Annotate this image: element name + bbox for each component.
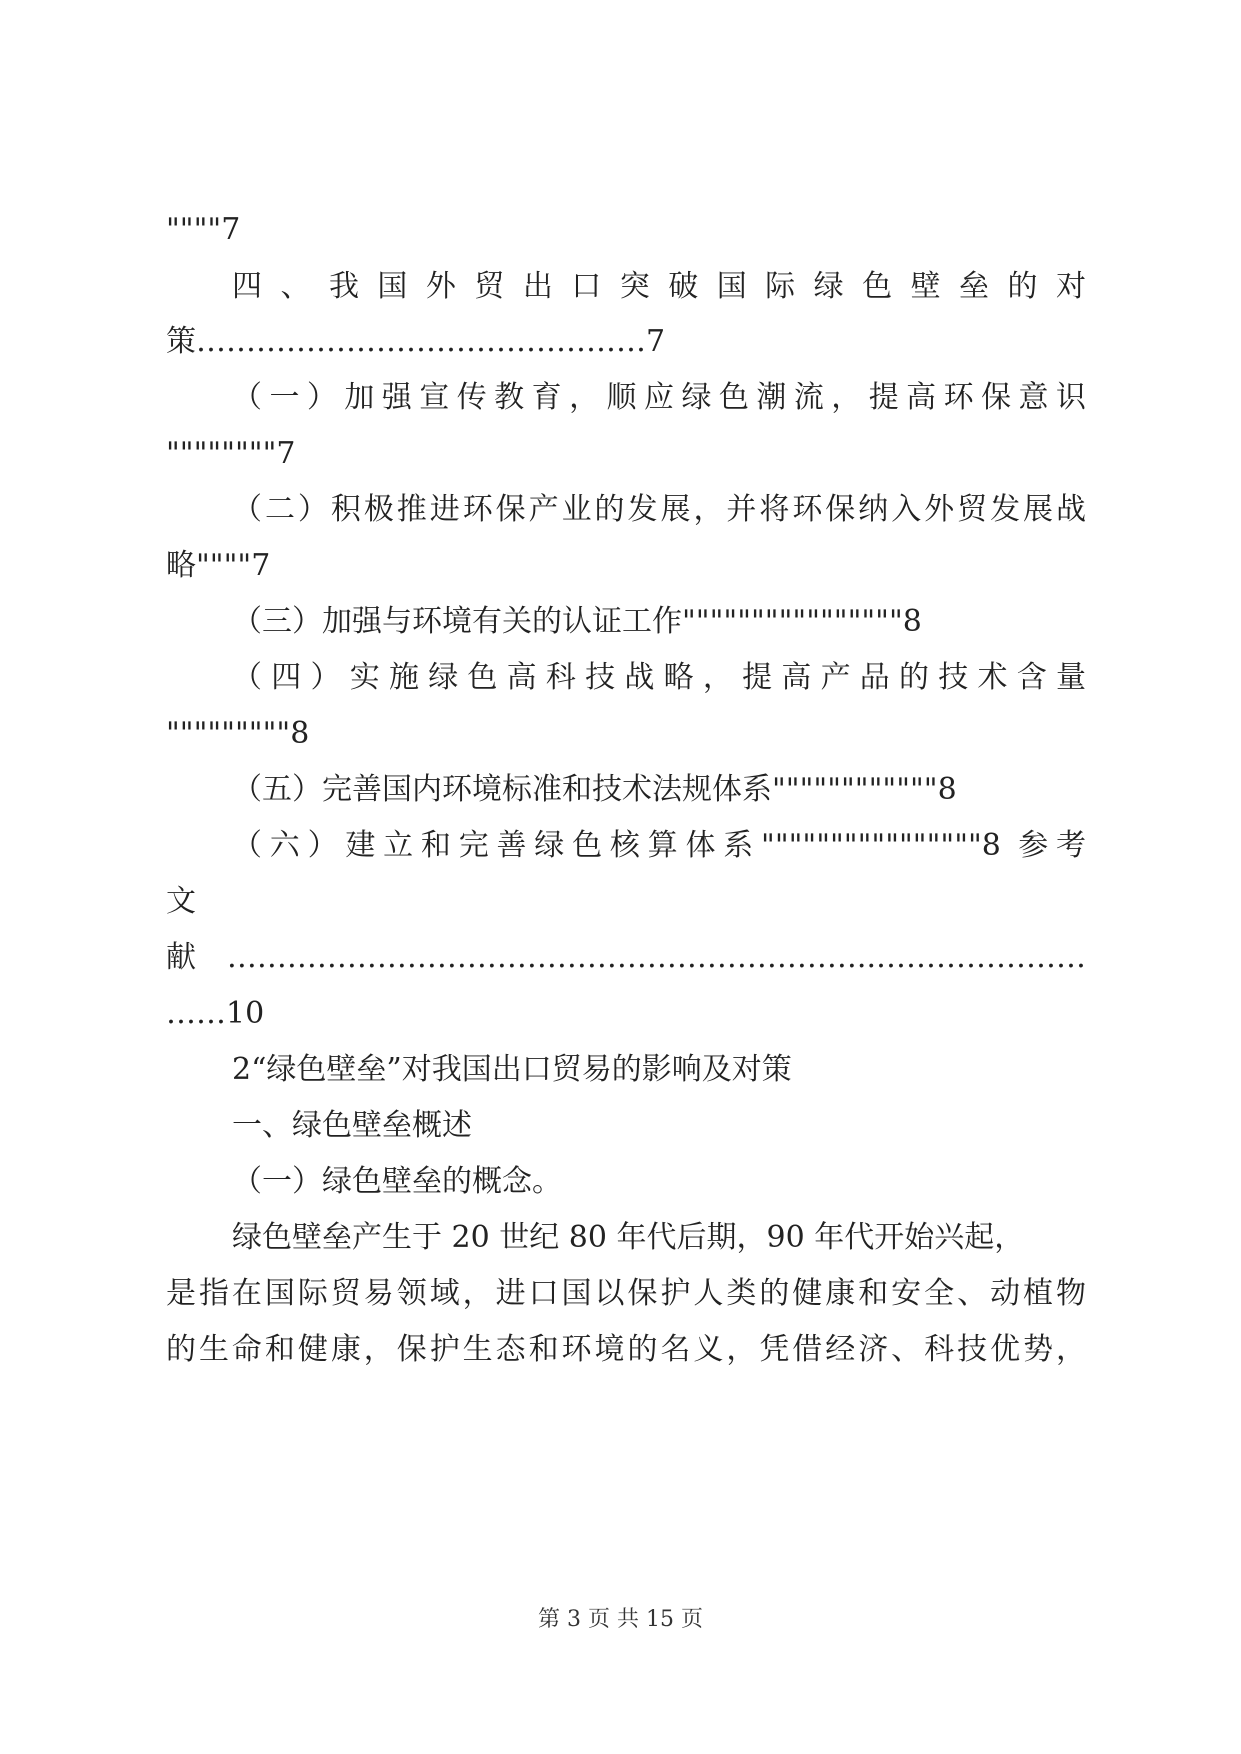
toc-line-2: 四 、 我 国 外 贸 出 口 突 破 国 际 绿 色 壁 垒 的 对 <box>232 269 1086 304</box>
paragraph-line-2: 是指在国际贸易领域，进口国以保护人类的健康和安全、动植物 <box>166 1276 1086 1311</box>
paragraph-line-3: 的生命和健康，保护生态和环境的名义，凭借经济、科技优势， <box>166 1332 1086 1367</box>
toc-line-13: 文 <box>166 884 196 919</box>
toc-line-7: 略""""7 <box>166 548 271 583</box>
toc-line-10: """""""""8 <box>166 716 310 751</box>
subsection-heading: （一）绿色壁垒的概念。 <box>232 1164 562 1199</box>
toc-line-6: （二）积极推进环保产业的发展，并将环保纳入外贸发展战 <box>232 492 1086 527</box>
toc-line-4: （一）加强宣传教育，顺应绿色潮流，提高环保意识 <box>232 380 1086 415</box>
toc-line-5: """"""""7 <box>166 436 296 471</box>
toc-line-9: （四）实施绿色高科技战略，提高产品的技术含量 <box>232 660 1086 695</box>
toc-line-15: ……10 <box>166 996 265 1031</box>
toc-line-11: （五）完善国内环境标准和技术法规体系""""""""""""8 <box>232 772 957 807</box>
toc-line-14: 献………………………………………………………..………………… <box>166 940 1086 975</box>
toc-line-8: （三）加强与环境有关的认证工作""""""""""""""""8 <box>232 604 922 639</box>
article-title: 2“绿色壁垒”对我国出口贸易的影响及对策 <box>232 1052 792 1087</box>
toc-line-1: """"7 <box>166 212 241 247</box>
section-heading: 一、绿色壁垒概述 <box>232 1108 472 1143</box>
page-footer: 第 3 页 共 15 页 <box>538 1607 703 1632</box>
toc-line-12: （六）建立和完善绿色核算体系""""""""""""""""8 参考 <box>232 828 1086 863</box>
paragraph-line-1: 绿色壁垒产生于 20 世纪 80 年代后期，90 年代开始兴起， <box>232 1220 1025 1255</box>
toc-line-3: 策………………………………………7 <box>166 324 666 359</box>
